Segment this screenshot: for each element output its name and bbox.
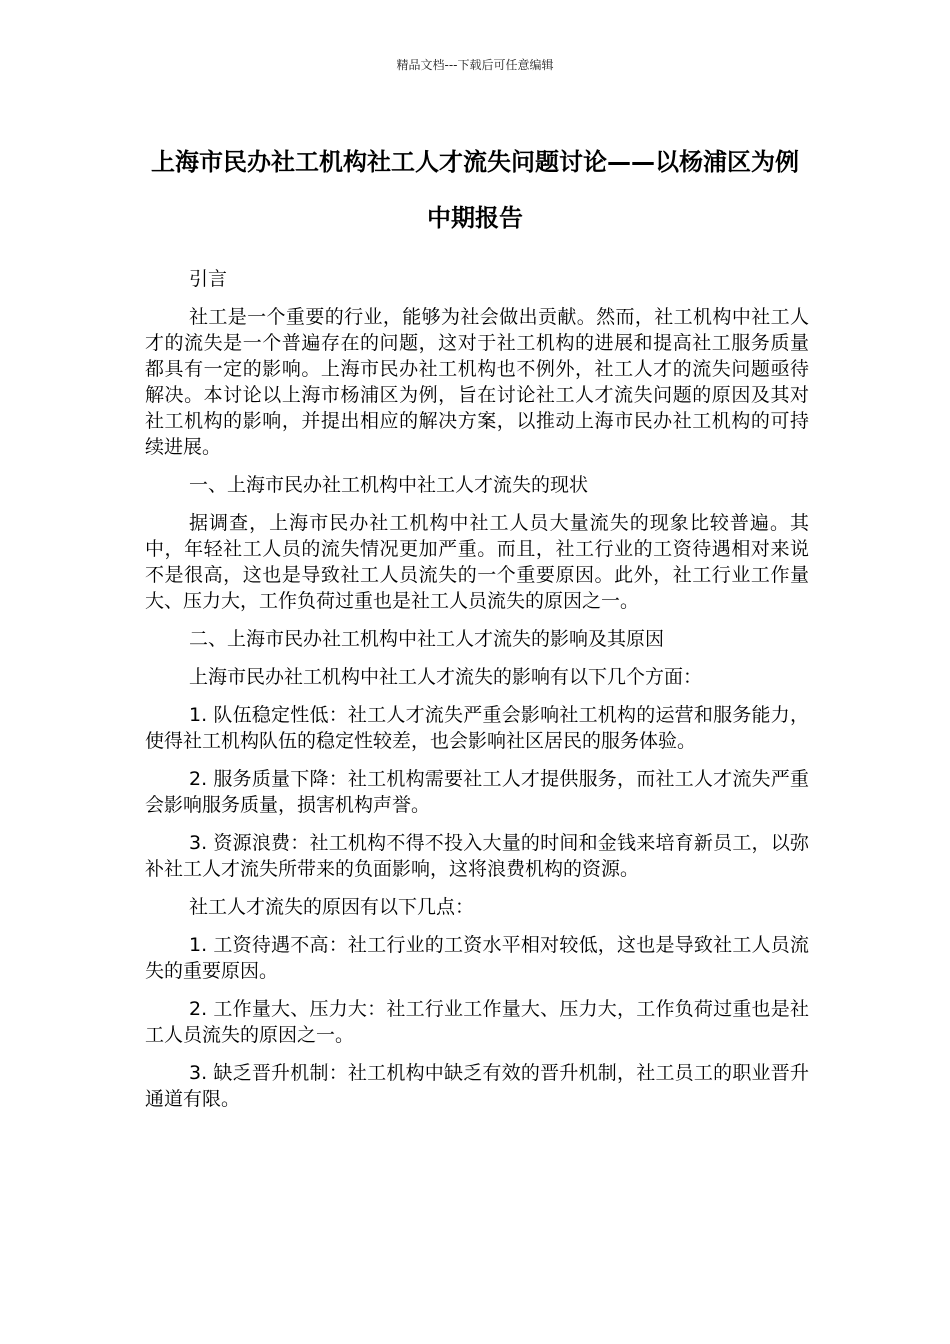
document-body <box>145 266 809 1124</box>
section-heading: 社工人才流失的原因有以下几点： <box>189 896 475 918</box>
section-heading: 二、上海市民办社工机构中社工人才流失的影响及其原因 <box>189 628 665 650</box>
document-title: 上海市民办社工机构社工人才流失问题讨论——以杨浦区为例中期报告 <box>151 148 799 232</box>
list-item: 1. 队伍稳定性低：社工人才流失严重会影响社工机构的运营和服务能力，使得社工机构队伍的稳定性较差，也会影响社区居民的服务体验。 <box>145 704 809 752</box>
list-item: 3. 资源浪费：社工机构不得不投入大量的时间和金钱来培育新员工，以弥补社工人才流失所带来的负面影响，这将浪费机构的资源。 <box>145 832 809 880</box>
section-heading: 一、上海市民办社工机构中社工人才流失的现状 <box>189 474 589 496</box>
paragraph: 社工是一个重要的行业，能够为社会做出贡献。然而，社工机构中社工人才的流失是一个普遍存在的问题，这对于社工机构的进展和提高社工服务质量都具有一定的影响。上海市民办社工机构也不例外，社工人才的流失问题亟待解决。本讨论以上海市杨浦区为例，旨在讨论社工人才流失问题的原因及其对社工机构的影响，并提出相应的解决方案，以推动上海市民办社工机构的可持续进展。 <box>145 306 809 458</box>
header-note: 精品文档---下载后可任意编辑 <box>396 58 554 72</box>
section-heading: 上海市民办社工机构中社工人才流失的影响有以下几个方面： <box>189 666 703 688</box>
paragraph: 据调查，上海市民办社工机构中社工人员大量流失的现象比较普遍。其中，年轻社工人员的流失情况更加严重。而且，社工行业的工资待遇相对来说不是很高，这也是导致社工人员流失的一个重要原因。此外，社工行业工作量大、压力大，工作负荷过重也是社工人员流失的原因之一。 <box>145 512 809 612</box>
list-item: 2. 服务质量下降：社工机构需要社工人才提供服务，而社工人才流失严重会影响服务质量，损害机构声誉。 <box>145 768 809 816</box>
list-item: 2. 工作量大、压力大：社工行业工作量大、压力大，工作负荷过重也是社工人员流失的原因之一。 <box>145 998 809 1046</box>
section-heading: 引言 <box>189 268 228 290</box>
list-item: 3. 缺乏晋升机制：社工机构中缺乏有效的晋升机制，社工员工的职业晋升通道有限。 <box>145 1062 809 1110</box>
list-item: 1. 工资待遇不高：社工行业的工资水平相对较低，这也是导致社工人员流失的重要原因。 <box>145 934 809 982</box>
